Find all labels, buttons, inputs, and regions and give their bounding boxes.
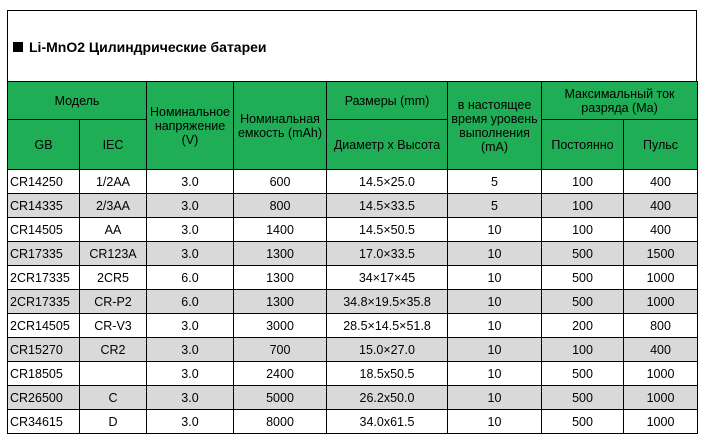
pulse-cell: 400 bbox=[624, 338, 698, 362]
pulse-cell: 1000 bbox=[624, 386, 698, 410]
pulse-cell: 1000 bbox=[624, 410, 698, 434]
capacity-header: Номинальная емкость (mAh) bbox=[234, 82, 327, 170]
continuous-cell: 100 bbox=[542, 194, 624, 218]
table-row bbox=[8, 194, 698, 218]
current-cell: 10 bbox=[448, 386, 542, 410]
title-text: Li-MnO2 Цилиндрические батареи bbox=[29, 39, 267, 55]
size-cell: 14.5×33.5 bbox=[327, 194, 448, 218]
iec-cell: 2/3AA bbox=[80, 194, 147, 218]
iec-cell: CR2 bbox=[80, 338, 147, 362]
gb-cell: CR14335 bbox=[8, 194, 80, 218]
current-cell: 5 bbox=[448, 170, 542, 194]
current-cell: 10 bbox=[448, 242, 542, 266]
iec-cell: CR-P2 bbox=[80, 290, 147, 314]
table-row bbox=[8, 338, 698, 362]
table-row bbox=[8, 314, 698, 338]
gb-cell: CR17335 bbox=[8, 242, 80, 266]
pulse-cell: 800 bbox=[624, 314, 698, 338]
continuous-cell: 100 bbox=[542, 170, 624, 194]
current-cell: 10 bbox=[448, 410, 542, 434]
pulse-header: Пульс bbox=[624, 120, 698, 170]
iec-header: IEC bbox=[80, 120, 147, 170]
table-row bbox=[8, 410, 698, 434]
continuous-cell: 500 bbox=[542, 362, 624, 386]
table-row bbox=[8, 362, 698, 386]
current-cell: 10 bbox=[448, 266, 542, 290]
continuous-cell: 500 bbox=[542, 266, 624, 290]
table-row bbox=[8, 266, 698, 290]
current-cell: 10 bbox=[448, 290, 542, 314]
current-cell: 5 bbox=[448, 194, 542, 218]
voltage-cell: 3.0 bbox=[147, 338, 234, 362]
iec-cell: CR123A bbox=[80, 242, 147, 266]
voltage-cell: 3.0 bbox=[147, 218, 234, 242]
size-cell: 14.5×50.5 bbox=[327, 218, 448, 242]
iec-cell: C bbox=[80, 386, 147, 410]
pulse-cell: 400 bbox=[624, 218, 698, 242]
gb-cell: 2CR17335 bbox=[8, 290, 80, 314]
iec-cell: D bbox=[80, 410, 147, 434]
continuous-cell: 100 bbox=[542, 338, 624, 362]
current-cell: 10 bbox=[448, 218, 542, 242]
voltage-cell: 3.0 bbox=[147, 362, 234, 386]
continuous-cell: 100 bbox=[542, 218, 624, 242]
capacity-cell: 1300 bbox=[234, 242, 327, 266]
size-cell: 34.0x61.5 bbox=[327, 410, 448, 434]
page-title bbox=[13, 39, 267, 55]
capacity-cell: 1300 bbox=[234, 266, 327, 290]
battery-spec-table bbox=[7, 81, 698, 434]
iec-cell: 2CR5 bbox=[80, 266, 147, 290]
capacity-cell: 1300 bbox=[234, 290, 327, 314]
iec-cell: CR-V3 bbox=[80, 314, 147, 338]
pulse-cell: 1000 bbox=[624, 362, 698, 386]
table-row bbox=[8, 386, 698, 410]
capacity-cell: 700 bbox=[234, 338, 327, 362]
capacity-cell: 800 bbox=[234, 194, 327, 218]
pulse-cell: 1000 bbox=[624, 290, 698, 314]
size-cell: 18.5x50.5 bbox=[327, 362, 448, 386]
voltage-cell: 3.0 bbox=[147, 194, 234, 218]
continuous-cell: 500 bbox=[542, 410, 624, 434]
header-row-1 bbox=[8, 82, 698, 120]
voltage-cell: 3.0 bbox=[147, 314, 234, 338]
voltage-cell: 3.0 bbox=[147, 410, 234, 434]
capacity-cell: 1400 bbox=[234, 218, 327, 242]
capacity-cell: 2400 bbox=[234, 362, 327, 386]
current-cell: 10 bbox=[448, 314, 542, 338]
pulse-cell: 1000 bbox=[624, 266, 698, 290]
capacity-cell: 5000 bbox=[234, 386, 327, 410]
max-current-header: Максимальный ток разряда (Ma) bbox=[542, 82, 698, 120]
capacity-cell: 600 bbox=[234, 170, 327, 194]
voltage-cell: 6.0 bbox=[147, 290, 234, 314]
dimensions-header: Размеры (mm) bbox=[327, 82, 448, 120]
iec-cell: AA bbox=[80, 218, 147, 242]
table-body bbox=[8, 170, 698, 434]
gb-cell: CR14505 bbox=[8, 218, 80, 242]
current-cell: 10 bbox=[448, 362, 542, 386]
current-header: в настоящее время уровень выполнения (mA) bbox=[448, 82, 542, 170]
capacity-cell: 8000 bbox=[234, 410, 327, 434]
voltage-cell: 6.0 bbox=[147, 266, 234, 290]
iec-cell bbox=[80, 362, 147, 386]
continuous-cell: 500 bbox=[542, 242, 624, 266]
voltage-cell: 3.0 bbox=[147, 386, 234, 410]
title-row bbox=[8, 11, 696, 82]
table-row bbox=[8, 170, 698, 194]
table-row bbox=[8, 218, 698, 242]
pulse-cell: 400 bbox=[624, 170, 698, 194]
model-header: Модель bbox=[8, 82, 147, 120]
size-cell: 34×17×45 bbox=[327, 266, 448, 290]
pulse-cell: 400 bbox=[624, 194, 698, 218]
table-row bbox=[8, 290, 698, 314]
size-cell: 26.2x50.0 bbox=[327, 386, 448, 410]
gb-cell: 2CR14505 bbox=[8, 314, 80, 338]
dimensions-subheader: Диаметр x Высота bbox=[327, 120, 448, 170]
gb-cell: CR34615 bbox=[8, 410, 80, 434]
size-cell: 34.8×19.5×35.8 bbox=[327, 290, 448, 314]
voltage-header: Номинальное напряжение (V) bbox=[147, 82, 234, 170]
current-cell: 10 bbox=[448, 338, 542, 362]
header-row-2 bbox=[8, 120, 698, 170]
gb-cell: CR18505 bbox=[8, 362, 80, 386]
continuous-header: Постоянно bbox=[542, 120, 624, 170]
size-cell: 14.5×25.0 bbox=[327, 170, 448, 194]
gb-cell: 2CR17335 bbox=[8, 266, 80, 290]
size-cell: 15.0×27.0 bbox=[327, 338, 448, 362]
voltage-cell: 3.0 bbox=[147, 242, 234, 266]
square-bullet-icon bbox=[13, 42, 23, 52]
spec-sheet bbox=[7, 10, 697, 434]
gb-header: GB bbox=[8, 120, 80, 170]
gb-cell: CR15270 bbox=[8, 338, 80, 362]
continuous-cell: 200 bbox=[542, 314, 624, 338]
iec-cell: 1/2AA bbox=[80, 170, 147, 194]
pulse-cell: 1500 bbox=[624, 242, 698, 266]
continuous-cell: 500 bbox=[542, 386, 624, 410]
continuous-cell: 500 bbox=[542, 290, 624, 314]
size-cell: 17.0×33.5 bbox=[327, 242, 448, 266]
capacity-cell: 3000 bbox=[234, 314, 327, 338]
size-cell: 28.5×14.5×51.8 bbox=[327, 314, 448, 338]
gb-cell: CR26500 bbox=[8, 386, 80, 410]
gb-cell: CR14250 bbox=[8, 170, 80, 194]
table-row bbox=[8, 242, 698, 266]
voltage-cell: 3.0 bbox=[147, 170, 234, 194]
